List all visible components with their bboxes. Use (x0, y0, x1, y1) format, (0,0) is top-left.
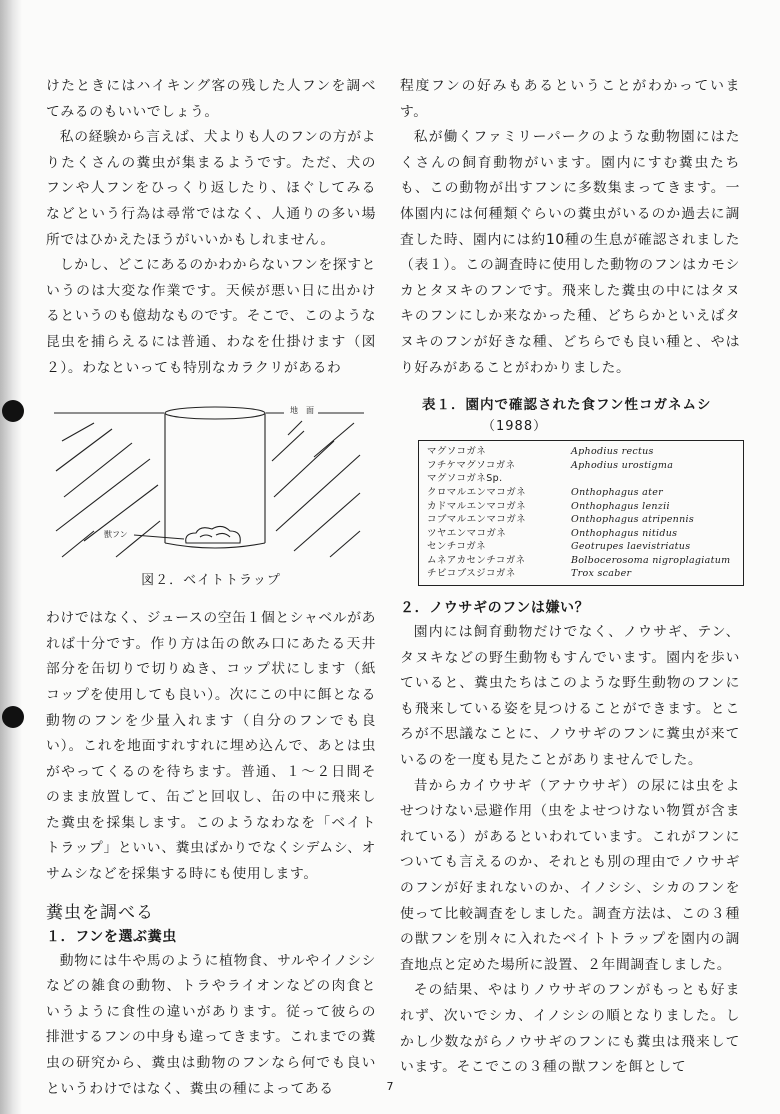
species-japanese-name: クロマルエンマコガネ (427, 486, 527, 498)
bait-trap-illustration (54, 401, 364, 561)
table-row (427, 554, 737, 568)
species-scientific-name: Onthophagus atripennis (571, 514, 695, 526)
species-table (418, 440, 744, 586)
species-japanese-name: チビコブスジコガネ (427, 568, 516, 580)
figure-caption: 図２．ベイトトラップ (141, 573, 281, 589)
table-row (427, 486, 737, 500)
table-row (427, 540, 737, 554)
bait-trap-figure (54, 401, 364, 561)
section-heading: 糞虫を調べる (46, 902, 154, 923)
paragraph: 私の経験から言えば、犬よりも人のフンの方がよりたくさんの糞虫が集まるようです。ただ、犬のフンや人フンをひっくり返したり、ほぐしてみるなどという行為は尋常ではなく、人通りの多い場所ではひかえたほうがいいかもしれません。 (46, 129, 376, 248)
paragraph: 園内には飼育動物だけでなく、ノウサギ、テン、タヌキなどの野生動物もすんでいます。園内を歩いていると、糞虫たちはこのような野生動物のフンにも飛来している姿を見つけることができます。ところが不思議なことに、ノウサギのフンに糞虫が来ているのを一度も見たことがありませんでした。 (400, 624, 740, 769)
species-scientific-name: Aphodius rectus (571, 446, 654, 458)
page-number: 7 (386, 1080, 394, 1093)
table-row (427, 527, 737, 541)
table-row (427, 459, 737, 473)
species-japanese-name: マグソコガネ (427, 446, 487, 458)
species-scientific-name: Bolbocerosoma nigroplagiatum (571, 554, 731, 566)
ground-label: 地 面 (290, 406, 314, 416)
paragraph: その結果、やはりノウサギのフンがもっとも好まれず、次いでシカ、イノシシの順となりました。しかし少数ながらノウサギのフンにも糞虫は飛来しています。そこでこの３種の獣フンを餌として (400, 982, 740, 1076)
subsection-heading: ２．ノウサギのフンは嫌い？ (400, 600, 590, 617)
paragraph: 昔からカイウサギ（アナウサギ）の尿には虫をよせつけない忌避作用（虫をよせつけない物質が含まれている）があるといわれています。これがフンについても言えるのか、それとも別の理由でノウサギのフンが好まれないのか、イノシシ、シカのフンを使って比較調査をしました。調査方法は、この３種の獣フンを別々に入れたベイトトラップを園内の調査地点と定めた場所に設置、２年間調査しました。 (400, 777, 740, 973)
species-japanese-name: カドマルエンマコガネ (427, 500, 527, 512)
species-japanese-name: マグソコガネSp. (427, 473, 503, 485)
species-japanese-name: コブマルエンマコガネ (427, 514, 527, 526)
paragraph: 私が働くファミリーパークのような動物園にはたくさんの飼育動物がいます。園内にすむ糞虫たちも、この動物が出すフンに多数集まってきます。一体園内には何種類ぐらいの糞虫がいるのか過去に調査した時、園内には約10種の生息が確認されました（表１）。この調査時に使用した動物のフンはカモシカとタヌキのフンです。飛来した糞虫の中にはタヌキのフンにしか来なかった種、どちらかといえばタヌキのフンが好きな種、どちらでも良い種と、やはり好みがあることがわかりました。 (400, 129, 740, 376)
table-title: 表１．園内で確認された食フン性コガネムシ (422, 397, 712, 414)
paragraph: しかし、どこにあるのかわからないフンを探すというのは大変な作業です。天候が悪い日に出かけるというのも億劫なものです。そこで、このような昆虫を捕らえるには普通、わなを仕掛けます（図２）。わなといっても特別なカラクリがあるわ (46, 257, 376, 376)
species-japanese-name: ツヤエンマコガネ (427, 527, 507, 539)
species-japanese-name: センチコガネ (427, 541, 487, 553)
species-japanese-name: ムネアカセンチコガネ (427, 554, 526, 566)
right-column (400, 74, 740, 1081)
binder-hole-bottom (2, 706, 24, 728)
species-scientific-name: Onthophagus nitidus (571, 527, 678, 539)
species-scientific-name: Onthophagus lenzii (571, 500, 670, 512)
paragraph: 動物には牛や馬のように植物食、サルやイノシシなどの雑食の動物、トラやライオンなどの肉食というように食性の違いがあります。従って彼らの排泄するフンの中身も違ってきます。これまでの糞虫の研究から、糞虫は動物のフンなら何でも良いというわけではなく、糞虫の種によってある (46, 952, 376, 1097)
species-scientific-name: Onthophagus ater (571, 486, 663, 498)
paragraph: けたときにはハイキング客の残した人フンを調べてみるのもいいでしょう。 (46, 78, 376, 120)
page-edge-shadow (0, 0, 22, 1114)
table-row (427, 445, 737, 459)
left-column (46, 74, 376, 1102)
subsection-heading: １．フンを選ぶ糞虫 (46, 928, 177, 945)
species-japanese-name: フチケマグソコガネ (427, 459, 516, 471)
table-row (427, 500, 737, 514)
binder-hole-top (2, 400, 24, 422)
table-row (427, 567, 737, 581)
paragraph: 程度フンの好みもあるということがわかっています。 (400, 78, 740, 120)
bait-label: 獣フン (104, 530, 128, 540)
species-scientific-name: Trox scaber (571, 568, 632, 580)
table-row (427, 513, 737, 527)
paragraph: わけではなく、ジュースの空缶１個とシャベルがあれば十分です。作り方は缶の飲み口にあたる天井部分を缶切りで切りぬき、コップ状にします（紙コップを使用しても良い）。次にこの中に餌となる動物のフンを少量入れます（自分のフンでも良い）。これを地面すれすれに埋め込んで、あとは虫がやってくるのを待ちます。普通、１〜２日間そのまま放置して、缶ごと回収し、缶の中に飛来した糞虫を採集します。このようなわなを「ベイトトラップ」といい、糞虫ばかりでなくシデムシ、オサムシなどを採集する時にも使用します。 (46, 610, 376, 883)
species-scientific-name: Geotrupes laevistriatus (571, 541, 691, 553)
table-row (427, 472, 737, 486)
table-year: （1988） (482, 419, 548, 435)
species-scientific-name: Aphodius urostigma (571, 459, 674, 471)
